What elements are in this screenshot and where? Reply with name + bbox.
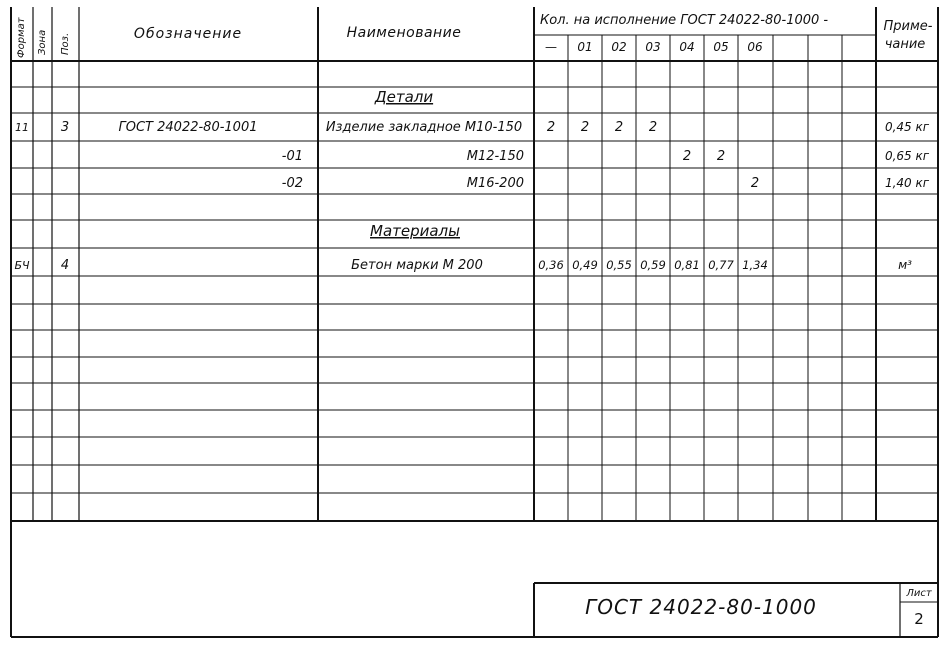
- cell-designation: -02: [281, 176, 303, 191]
- table-row: [14, 258, 912, 273]
- cell-qty: 2: [682, 149, 692, 164]
- cell-qty: 0,77: [708, 258, 734, 272]
- cell-designation: -01: [281, 149, 303, 164]
- cell-qty: 2: [546, 120, 556, 135]
- header-designation: Обозначение: [133, 26, 243, 42]
- cell-qty: 2: [580, 120, 590, 135]
- variant-header: 03: [645, 40, 661, 54]
- cell-name: Изделие закладное М10-150: [325, 120, 523, 135]
- cell-qty: 0,55: [606, 258, 632, 272]
- header-name: Наименование: [346, 25, 462, 41]
- cell-qty: 2: [614, 120, 624, 135]
- cell-note: 0,45 кг: [884, 120, 930, 134]
- header-zone: Зона: [37, 29, 48, 55]
- sheet-label: Лист: [906, 588, 932, 599]
- sheet-number: 2: [914, 610, 924, 628]
- table-row: [15, 120, 930, 135]
- variant-header: 05: [713, 40, 729, 54]
- table-row: [282, 176, 930, 191]
- section-materials: Материалы: [370, 222, 460, 240]
- cell-name: Бетон марки М 200: [351, 258, 483, 273]
- cell-format: 11: [15, 121, 29, 134]
- variant-header: 01: [577, 40, 593, 54]
- header-note-1: Приме-: [883, 19, 933, 34]
- cell-name: М12-150: [466, 149, 524, 164]
- cell-qty: 0,81: [674, 258, 700, 272]
- cell-note: 1,40 кг: [884, 176, 930, 190]
- cell-qty: 2: [716, 149, 726, 164]
- cell-qty: 2: [648, 120, 658, 135]
- cell-qty: 0,59: [640, 258, 666, 272]
- variant-header: 04: [679, 40, 695, 54]
- cell-format: БЧ: [14, 259, 30, 272]
- variant-header: 06: [747, 40, 763, 54]
- header-note-2: чание: [884, 37, 926, 52]
- table-row: [282, 149, 930, 164]
- section-details: Детали: [374, 88, 434, 106]
- cell-qty: 0,36: [538, 258, 564, 272]
- cell-qty: 0,49: [572, 258, 598, 272]
- cell-name: М16-200: [466, 176, 524, 191]
- header-pos: Поз.: [60, 32, 71, 55]
- variant-header: —: [545, 40, 557, 54]
- cell-pos: 4: [60, 258, 70, 273]
- cell-note: м³: [898, 258, 912, 272]
- cell-pos: 3: [60, 120, 70, 135]
- header-qty-title: Кол. на исполнение ГОСТ 24022-80-1000 -: [540, 13, 829, 28]
- cell-qty: 1,34: [742, 258, 768, 272]
- cell-qty: 2: [750, 176, 760, 191]
- cell-note: 0,65 кг: [884, 149, 930, 163]
- cell-designation: ГОСТ 24022-80-1001: [118, 120, 258, 135]
- doc-code: ГОСТ 24022-80-1000: [585, 595, 817, 619]
- variant-header: 02: [611, 40, 627, 54]
- header-format: Формат: [16, 17, 27, 58]
